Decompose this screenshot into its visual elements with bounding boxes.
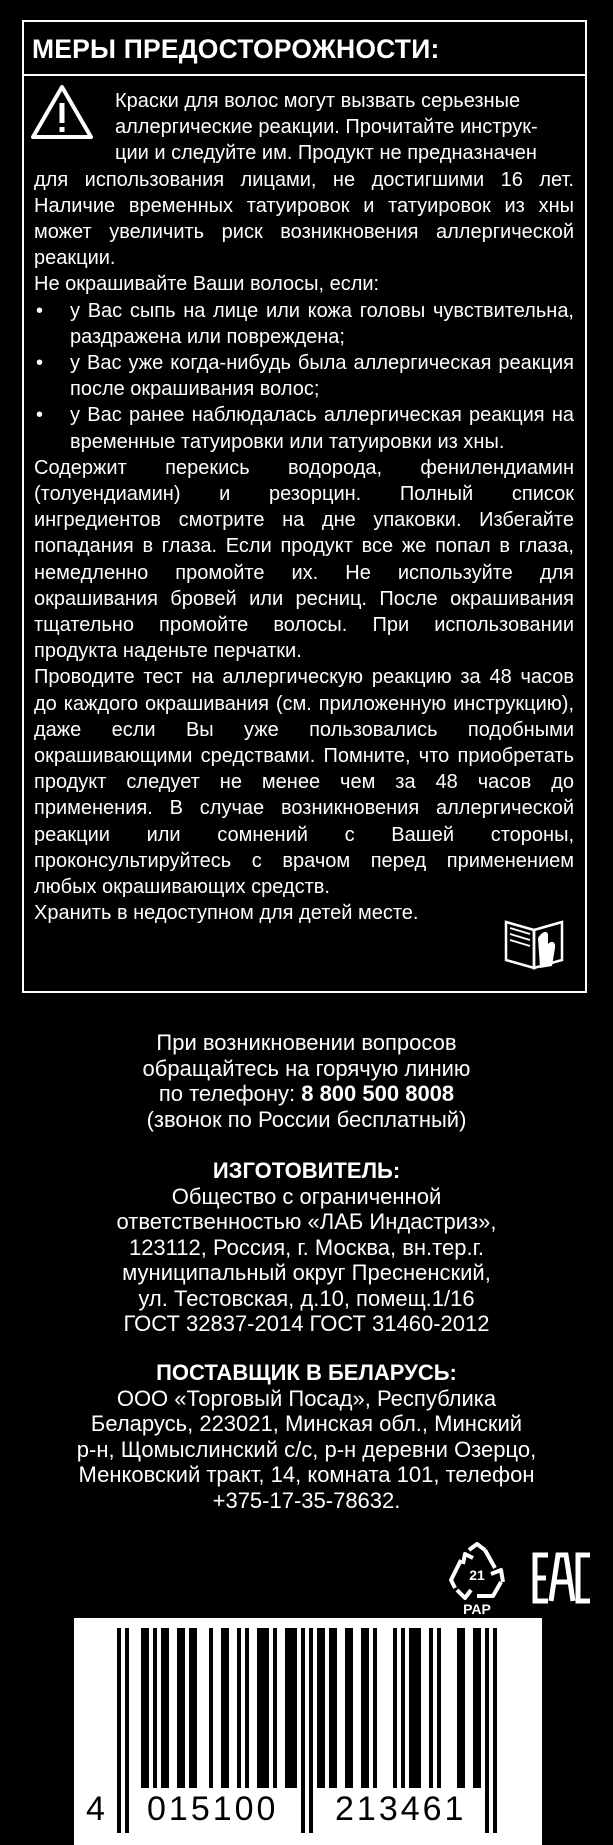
barcode-guard-bar (125, 1628, 129, 1833)
barcode-bar (401, 1628, 405, 1788)
barcode-left-group: 015100 (147, 1790, 279, 1828)
hotline-line-4: (звонок по России бесплатный) (146, 1106, 467, 1132)
barcode-bar (393, 1628, 397, 1788)
barcode-bar (193, 1628, 197, 1788)
barcode-guard-bar (301, 1628, 305, 1833)
manufacturer-line: муниципальный округ Пресненский, (122, 1260, 491, 1285)
barcode-bar (141, 1628, 145, 1788)
barcode-bar (237, 1628, 241, 1788)
barcode-bar (457, 1628, 461, 1788)
barcode-bar (245, 1628, 249, 1788)
barcode-bar (153, 1628, 157, 1788)
barcode-bar (273, 1628, 277, 1788)
barcode-bar (165, 1628, 169, 1788)
manufacturer-line: ул. Тестовская, д.10, помещ.1/16 (138, 1285, 475, 1311)
barcode-bar (145, 1628, 149, 1788)
precautions-title: МЕРЫ ПРЕДОСТОРОЖНОСТИ: (24, 22, 585, 76)
storage-paragraph: Хранить в недоступном для детей месте. (34, 902, 419, 925)
barcode-bars (74, 1618, 542, 1845)
barcode-bar (285, 1628, 289, 1788)
list-item: • у Вас уже когда-нибудь была аллергическая реакция после окрашивания волос; (36, 352, 574, 401)
barcode-bar (209, 1628, 213, 1788)
barcode-bar (417, 1628, 421, 1788)
supplier-line: Беларусь, 223021, Минская обл., Минский (90, 1411, 523, 1436)
barcode-bar (161, 1628, 165, 1788)
supplier-line: р-н, Щомыслинский с/с, р-н деревни Озерцо, (76, 1436, 537, 1462)
hotline-block (0, 1030, 613, 1132)
eac-mark-icon (531, 1552, 593, 1604)
hotline-line-3: по телефону: 8 800 500 8008 (158, 1081, 455, 1106)
barcode-bar (437, 1628, 441, 1788)
precautions-box (22, 20, 587, 993)
barcode-bar (361, 1628, 365, 1788)
supplier-line: Менковский тракт, 14, комната 101, телефон (78, 1462, 535, 1487)
barcode-bar (365, 1628, 369, 1788)
manufacturer-line: 123112, Россия, г. Москва, вн.тер.г. (128, 1234, 485, 1260)
barcode (74, 1618, 542, 1845)
barcode-bar (329, 1628, 333, 1788)
barcode-bar (373, 1628, 377, 1788)
manufacturer-line: ГОСТ 32837-2014 ГОСТ 31460-2012 (123, 1311, 490, 1336)
manufacturer-line: ответственностью «ЛАБ Индастриз», (116, 1209, 497, 1234)
do-not-dye-heading: Не окрашивайте Ваши волосы, если: (34, 273, 380, 296)
barcode-bar (349, 1628, 353, 1788)
barcode-guard-bar (117, 1628, 121, 1833)
recycle-icon (441, 1540, 513, 1618)
barcode-bar (473, 1628, 477, 1788)
manufacturer-line: Общество с ограниченной (171, 1183, 442, 1209)
barcode-bar (189, 1628, 193, 1788)
barcode-bar (265, 1628, 269, 1788)
barcode-bar (181, 1628, 185, 1788)
hotline-line-2: обращайтесь на горячую линию (142, 1055, 471, 1081)
barcode-bar (461, 1628, 465, 1788)
barcode-bar (409, 1628, 413, 1788)
hotline-phone[interactable]: 8 800 500 8008 (301, 1081, 455, 1106)
barcode-bar (317, 1628, 321, 1788)
barcode-right-group: 213461 (335, 1790, 467, 1828)
supplier-block (0, 1360, 613, 1513)
barcode-bar (477, 1628, 481, 1788)
barcode-first-digit: 4 (86, 1790, 105, 1828)
barcode-bar (225, 1628, 229, 1788)
ingredients-paragraph: Содержит перекись водорода, фенилендиамин (толуендиамин) и резорцин. Полный список ингредиентов смотрите на дне упаковки. Избегайте попадания в глаза. Если продукт все же попал в глаза, немедленно промойте их. Не используйте для окрашивания бровей или ресниц. После окрашивания тщательно промойте волосы. При использовании продукта наденьте перчатки. (34, 456, 574, 663)
barcode-bar (261, 1628, 265, 1788)
manufacturer-block (0, 1158, 613, 1337)
manufacturer-title: ИЗГОТОВИТЕЛЬ: (212, 1158, 401, 1183)
barcode-bar (257, 1628, 261, 1788)
barcode-bar (413, 1628, 417, 1788)
read-instructions-icon (500, 910, 570, 975)
intro-line-1: Краски для волос могут вызвать серьезные (115, 90, 521, 112)
list-item: • у Вас сыпь на лице или кожа головы чувствительна, раздражена или повреждена; (36, 299, 574, 348)
barcode-bar (293, 1628, 297, 1788)
barcode-bar (221, 1628, 225, 1788)
supplier-line: ООО «Торговый Посад», Республика (116, 1385, 497, 1411)
hotline-line-1: При возникновении вопросов (156, 1030, 457, 1055)
intro-line-3: ции и следуйте им. Продукт не предназначен (115, 142, 537, 165)
intro-line-2: аллергические реакции. Прочитайте инструк- (115, 116, 538, 139)
barcode-guard-bar (485, 1628, 489, 1833)
barcode-bar (345, 1628, 349, 1788)
barcode-bar (333, 1628, 337, 1788)
barcode-bar (289, 1628, 293, 1788)
recycle-code: PAP (463, 1601, 491, 1617)
barcode-bar (321, 1628, 325, 1788)
list-item: • у Вас ранее наблюдалась аллергическая реакция на временные татуировки или татуировки из хны. (36, 404, 574, 453)
intro-rest: для использования лицами, не достигшими 16 лет. Наличие временных татуировок и татуировок из хны может увеличить риск возникновения аллергической реакции. (34, 168, 574, 270)
barcode-guard-bar (309, 1628, 313, 1833)
supplier-line: +375-17-35-78632. (212, 1487, 401, 1513)
precautions-text (34, 88, 574, 927)
recycle-number: 21 (469, 1567, 485, 1583)
barcode-bar (429, 1628, 433, 1788)
allergy-test-paragraph: Проводите тест на аллергическую реакцию за 48 часов до каждого окрашивания (см. приложенную инструкцию), даже если Вы уже пользовались подобными окрашивающими средствами. Помните, что приобретать продукт следует не менее чем за 48 часов до применения. В случае возникновения аллергической реакции или сомнений с Вашей стороны, проконсультируйтесь с врачом перед применением любых окрашивающих средств. (34, 666, 574, 899)
barcode-bar (177, 1628, 181, 1788)
barcode-guard-bar (493, 1628, 497, 1833)
supplier-title: ПОСТАВЩИК В БЕЛАРУСЬ: (156, 1360, 457, 1385)
